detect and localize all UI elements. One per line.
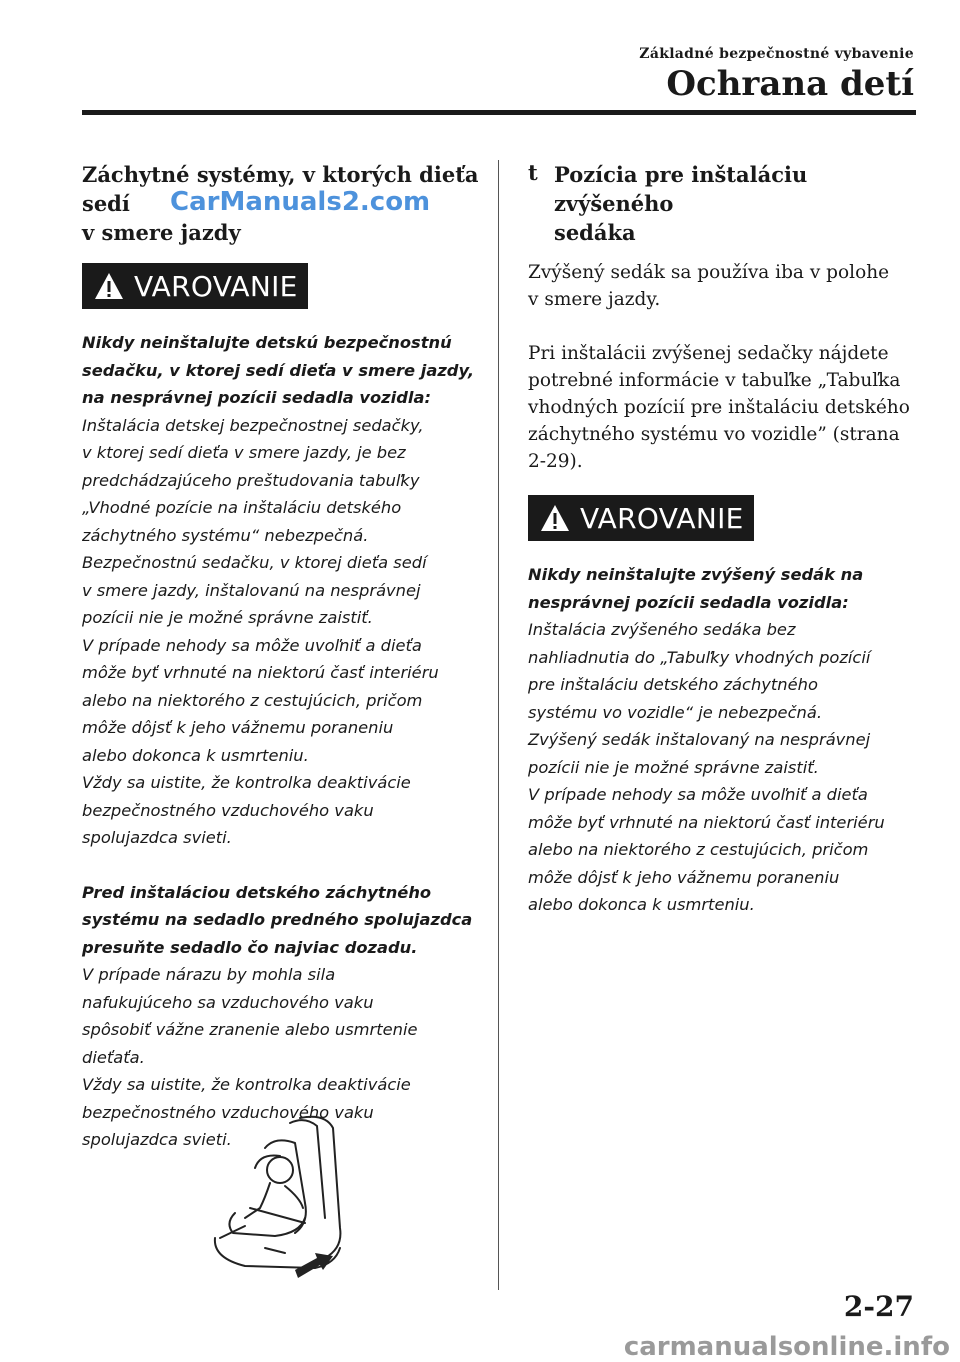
warning-triangle-icon [94, 272, 124, 300]
watermark: CarManuals2.com [170, 187, 431, 217]
header-section-label: Základné bezpečnostné vybavenie [639, 46, 914, 62]
warning-text-1: Nikdy neinštalujte detskú bezpečnostnú sedačku, v ktorej sedí dieťa v smere jazdy, na nesprávnej pozícii sedadla vozidla: Inštalácia detskej bezpečnostnej sedačky, v ktorej sedí dieťa v smere jazdy, je bez predchádzajúceho preštudovania tabuľky „Vhodné pozície na inštaláciu detského záchytného systému“ nebezpečná. Bezpečnostnú sedačku, v ktorej dieťa sedí v smere jazdy, inštalovanú na nesprávnej pozícii nie je možné správne zaistiť. V prípade nehody sa môže uvoľniť a dieťa môže byť vrhnuté na niektorú časť interiéru alebo na niektorého z cestujúcich, pričom môže dôjsť k jeho vážnemu poraneniu alebo dokonca k usmrteniu. Vždy sa uistite, že kontrolka deaktivácie bezpečnostného vzduchového vaku spolujazdca svieti. [82, 333, 474, 847]
warning-text-2: Pred inštaláciou detského záchytného systému na sedadlo predného spolujazdca presuňte sedadlo čo najviac dozadu. V prípade nárazu by mohla sila nafukujúceho sa vzduchového vaku spôsobiť vážne zranenie alebo usmrtenie dieťaťa. Vždy sa uistite, že kontrolka deaktivácie bezpečnostného vzduchového vaku spolujazdca svieti. [82, 882, 473, 1149]
warning-badge-right: VAROVANIE [528, 495, 754, 541]
page-title: Ochrana detí [666, 64, 914, 104]
child-seat-illustration [205, 1108, 355, 1283]
footer-url-watermark: carmanualsonline.info [623, 1332, 950, 1362]
right-heading: t Pozícia pre inštaláciu zvýšeného sedáka [528, 160, 808, 245]
bullet-marker: t [528, 160, 538, 185]
warning-text-right: Nikdy neinštalujte zvýšený sedák na nesprávnej pozícii sedadla vozidla: Inštalácia zvýšeného sedáka bez nahliadnutia do „Tabuľky vhodných pozícií pre inštaláciu detského záchytného systému vo vozidle“ je nebezpečná. Zvýšený sedák inštalovaný na nesprávnej pozícii nie je možné správne zaistiť. V prípade nehody sa môže uvoľniť a dieťa môže byť vrhnuté na niektorú časť interiéru alebo na niektorého z cestujúcich, pričom môže dôjsť k jeho vážnemu poraneniu alebo dokonca k usmrteniu. [528, 565, 885, 914]
right-column [528, 160, 928, 919]
arrow-icon [295, 1253, 333, 1278]
warning-badge: VAROVANIE [82, 263, 308, 309]
page-number: 2-27 [843, 1290, 914, 1323]
warning-triangle-icon [540, 504, 570, 532]
paragraph-2: Pri inštalácii zvýšenej sedačky nájdete potrebné informácie v tabuľke „Tabuľka vhodných pozícií pre inštaláciu detského záchytného systému vo vozidle” (strana 2-29). [528, 343, 910, 472]
paragraph-1: Zvýšený sedák sa používa iba v polohe v smere jazdy. [528, 262, 890, 310]
column-divider [498, 160, 499, 1290]
left-column [82, 160, 482, 1154]
header-rule [82, 110, 916, 115]
left-heading: Záchytné systémy, v ktorých dieťa sedí v smere jazdy [82, 162, 479, 245]
